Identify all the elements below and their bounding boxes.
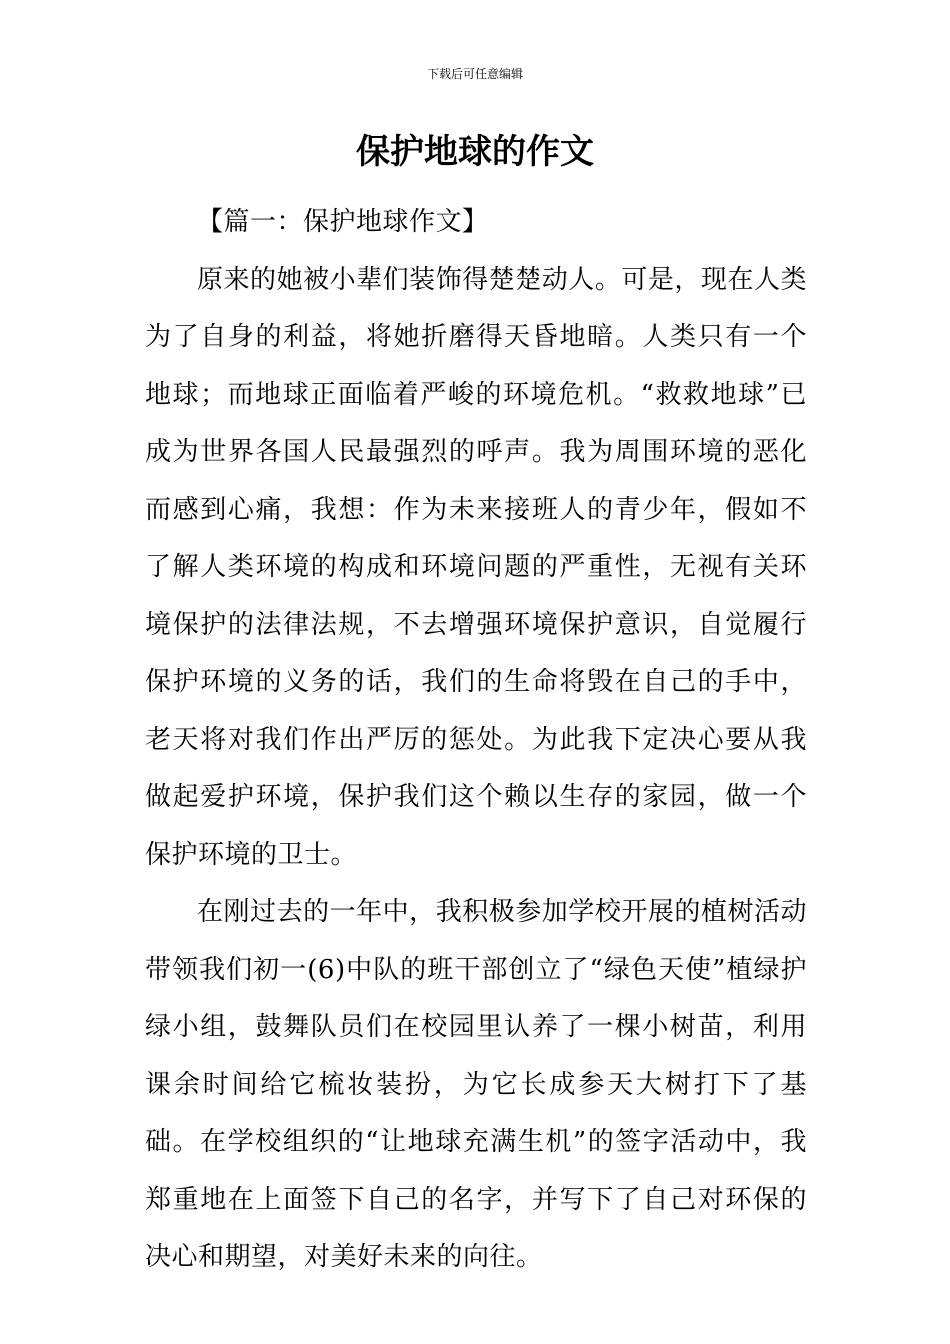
section-heading: 【篇一：保护地球作文】 <box>197 207 489 237</box>
header-note: 下载后可任意编辑 <box>426 67 523 81</box>
document-body <box>145 194 807 1287</box>
document-title: 保护地球的作文 <box>356 132 594 172</box>
paragraph-1: 原来的她被小辈们装饰得楚楚动人。可是，现在人类为了自身的利益，将她折磨得天昏地暗。人类只有一个地球；而地球正面临着严峻的环境危机。“救救地球”已成为世界各国人民最强烈的呼声。我为周围环境的恶化而感到心痛，我想：作为未来接班人的青少年，假如不了解人类环境的构成和环境问题的严重性，无视有关环境保护的法律法规，不去增强环境保护意识，自觉履行保护环境的义务的话，我们的生命将毁在自己的手中，老天将对我们作出严厉的惩处。为此我下定决心要从我做起爱护环境，保护我们这个赖以生存的家园，做一个保护环境的卫士。 <box>145 264 807 870</box>
paragraph-2: 在刚过去的一年中，我积极参加学校开展的植树活动带领我们初一(6)中队的班干部创立了“绿色天使”植绿护绿小组，鼓舞队员们在校园里认养了一棵小树苗，利用课余时间给它梳妆装扮，为它长成参天大树打下了基础。在学校组织的“让地球充满生机”的签字活动中，我郑重地在上面签下自己的名字，并写下了自己对环保的决心和期望，对美好未来的向往。 <box>145 897 807 1272</box>
